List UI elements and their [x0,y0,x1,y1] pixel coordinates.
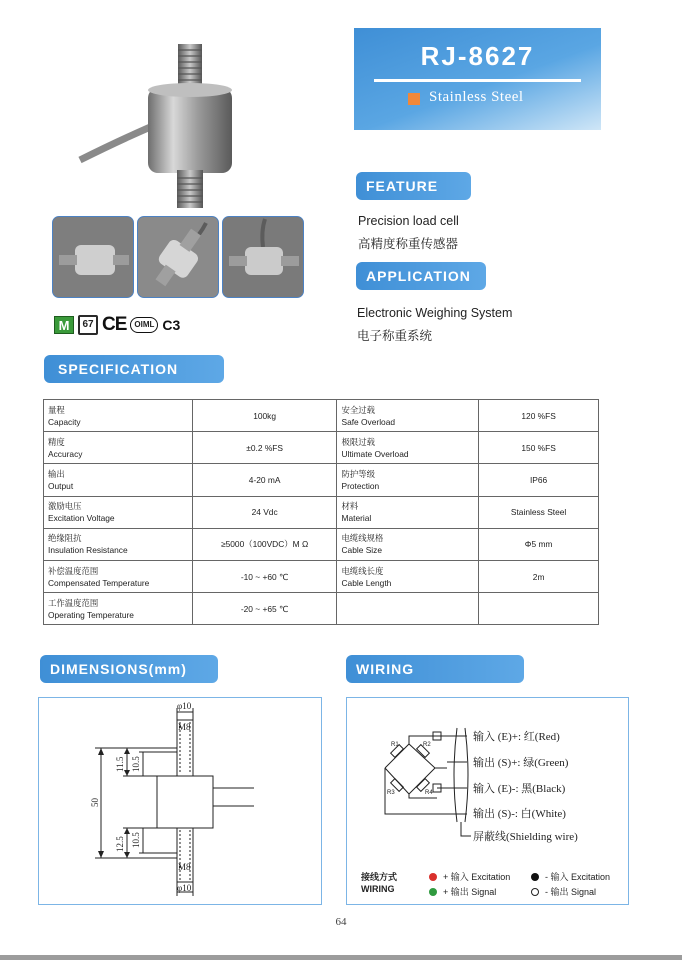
feature-text-zh: 高精度称重传感器 [358,237,459,251]
accuracy-class-label: C3 [162,317,181,333]
dim-bottom-thread: M8 [178,862,191,872]
spec-value: 150 %FS [521,442,556,453]
wiring-legend-title-en: WIRING [361,884,395,894]
product-thumbnail-2 [137,216,219,298]
specification-heading: SPECIFICATION [44,355,224,383]
spec-label-cell [337,400,479,432]
spec-value: IP66 [529,474,548,485]
spec-value: 100kg [253,410,277,421]
model-title-box [354,28,601,130]
material-label: Stainless Steel [429,89,524,105]
feature-text-en: Precision load cell [358,214,459,228]
spec-value: -10 ~ +60 ℃ [240,571,289,582]
green-dot-icon [429,888,437,896]
spec-label-cell [337,464,479,496]
spec-label-zh: 极限过载 [341,436,375,447]
spec-label-cell [337,432,479,464]
spec-label-zh: 安全过载 [341,404,375,415]
spec-row [44,593,599,625]
dimensions-heading: DIMENSIONS(mm) [40,655,218,683]
dim-top-diameter: φ10 [177,701,192,711]
model-number: RJ-8627 [420,41,535,71]
spec-label-cell [44,400,193,432]
dim-top-11-5: 11.5 [115,756,125,772]
spec-label-zh: 材料 [341,501,359,512]
spec-label-zh: 精度 [48,436,65,447]
resistor-r2-label: R2 [423,742,431,748]
spec-label-en: Protection [341,480,380,491]
spec-value-cell [192,400,337,432]
spec-value: ≥5000（100VDC）M Ω [221,539,309,550]
legend-signal-plus: + 输出 Signal [429,885,496,898]
application-text-zh: 电子称重系统 [357,329,433,343]
product-thumbnail-1 [52,216,134,298]
wiring-line-signal-minus: 输出 (S)-: 白(White) [473,808,566,820]
spec-label-zh: 激励电压 [48,501,82,512]
ip-rating-badge: 67 [78,315,98,335]
spec-label-zh: 输出 [48,468,65,479]
spec-value-cell [479,432,599,464]
legend-excitation-minus: - 输入 Excitation [531,870,610,883]
spec-value-cell [479,593,599,625]
spec-label-cell [44,560,193,592]
dimensions-drawing-frame [38,697,322,905]
specification-table [43,399,599,625]
spec-label-en: Operating Temperature [48,609,134,620]
spec-label-en: Cable Length [341,577,392,588]
spec-label-en: Compensated Temperature [48,577,150,588]
spec-label-en: Output [48,480,74,491]
certification-logos [54,314,180,336]
spec-label-en: Excitation Voltage [48,513,115,524]
wiring-heading: WIRING [346,655,524,683]
spec-label-en: Insulation Resistance [48,545,128,556]
resistor-r1-label: R1 [391,742,399,748]
spec-row [44,560,599,592]
product-thumbnail-3 [222,216,304,298]
spec-label-en: Safe Overload [341,416,396,427]
wiring-diagram-frame [346,697,629,905]
spec-value: 24 Vdc [251,507,278,518]
dim-height-50: 50 [90,798,100,807]
spec-label-cell [44,432,193,464]
m-mark-icon: M [54,316,74,334]
bottom-bar [0,955,682,960]
spec-value: 120 %FS [521,410,556,421]
spec-value-cell [192,464,337,496]
spec-label-zh: 电缆线长度 [341,565,384,576]
dim-bottom-12-5: 12.5 [115,836,125,852]
red-dot-icon [429,873,437,881]
spec-label-cell [337,496,479,528]
material-marker-icon [408,93,420,105]
spec-label-en: Material [341,513,372,524]
spec-label-cell [337,560,479,592]
wiring-line-shield: 屏蔽线(Shielding wire) [473,831,578,843]
spec-row [44,496,599,528]
feature-heading: FEATURE [356,172,471,200]
dimension-drawing [39,698,321,904]
spec-label-en: Accuracy [48,448,83,459]
wiring-legend-title-zh: 接线方式 [361,872,398,882]
spec-label-cell [337,593,479,625]
spec-label-zh: 量程 [48,404,65,415]
title-divider [374,79,581,82]
wiring-line-excitation-minus: 输入 (E)-: 黑(Black) [473,783,566,795]
black-dot-icon [531,873,539,881]
wiring-bridge-diagram [347,698,628,848]
spec-value-cell [479,560,599,592]
spec-label-zh: 防护等级 [341,468,375,479]
page-number: 64 [335,916,347,928]
legend-excitation-plus: + 输入 Excitation [429,870,510,883]
spec-value-cell [192,528,337,560]
spec-label-cell [44,464,193,496]
dim-bottom-diameter: φ10 [177,883,192,893]
spec-label-cell [44,496,193,528]
spec-label-cell [337,528,479,560]
dim-bottom-10-5: 10.5 [131,832,141,848]
spec-label-en: Cable Size [341,545,382,556]
wiring-line-excitation-plus: 输入 (E)+: 红(Red) [473,731,560,743]
spec-label-zh: 工作温度范围 [48,597,99,608]
spec-value-cell [192,593,337,625]
spec-value-cell [479,528,599,560]
product-photo [60,30,340,220]
spec-label-cell [44,593,193,625]
spec-row [44,464,599,496]
spec-label-en: Ultimate Overload [341,448,409,459]
spec-value: 4-20 mA [248,474,281,485]
spec-value-cell [479,464,599,496]
spec-value-cell [479,400,599,432]
spec-value-cell [192,432,337,464]
spec-value: -20 ~ +65 ℃ [240,603,289,614]
spec-value: 2m [532,571,545,582]
spec-value-cell [192,496,337,528]
spec-row [44,400,599,432]
spec-value: ±0.2 %FS [246,442,283,453]
spec-label-zh: 电缆线规格 [341,533,384,544]
spec-label-zh: 补偿温度范围 [48,565,99,576]
application-heading: APPLICATION [356,262,486,290]
spec-value: Stainless Steel [510,507,567,518]
dim-top-thread: M8 [178,722,191,732]
resistor-r4-label: R4 [425,790,433,796]
spec-value-cell [192,560,337,592]
white-dot-icon [531,888,539,896]
spec-value-cell [479,496,599,528]
ce-mark-icon: CE [102,314,127,335]
application-text-en: Electronic Weighing System [357,306,513,320]
spec-label-zh: 绝缘阻抗 [48,533,82,544]
spec-row [44,432,599,464]
dim-top-10-5: 10.5 [131,756,141,772]
spec-value: Φ5 mm [524,539,553,550]
wiring-line-signal-plus: 输出 (S)+: 绿(Green) [473,757,569,769]
spec-label-cell [44,528,193,560]
legend-signal-minus: - 输出 Signal [531,885,596,898]
spec-label-en: Capacity [48,416,81,427]
oiml-mark-icon: OIML [130,317,158,333]
resistor-r3-label: R3 [387,790,395,796]
spec-row [44,528,599,560]
